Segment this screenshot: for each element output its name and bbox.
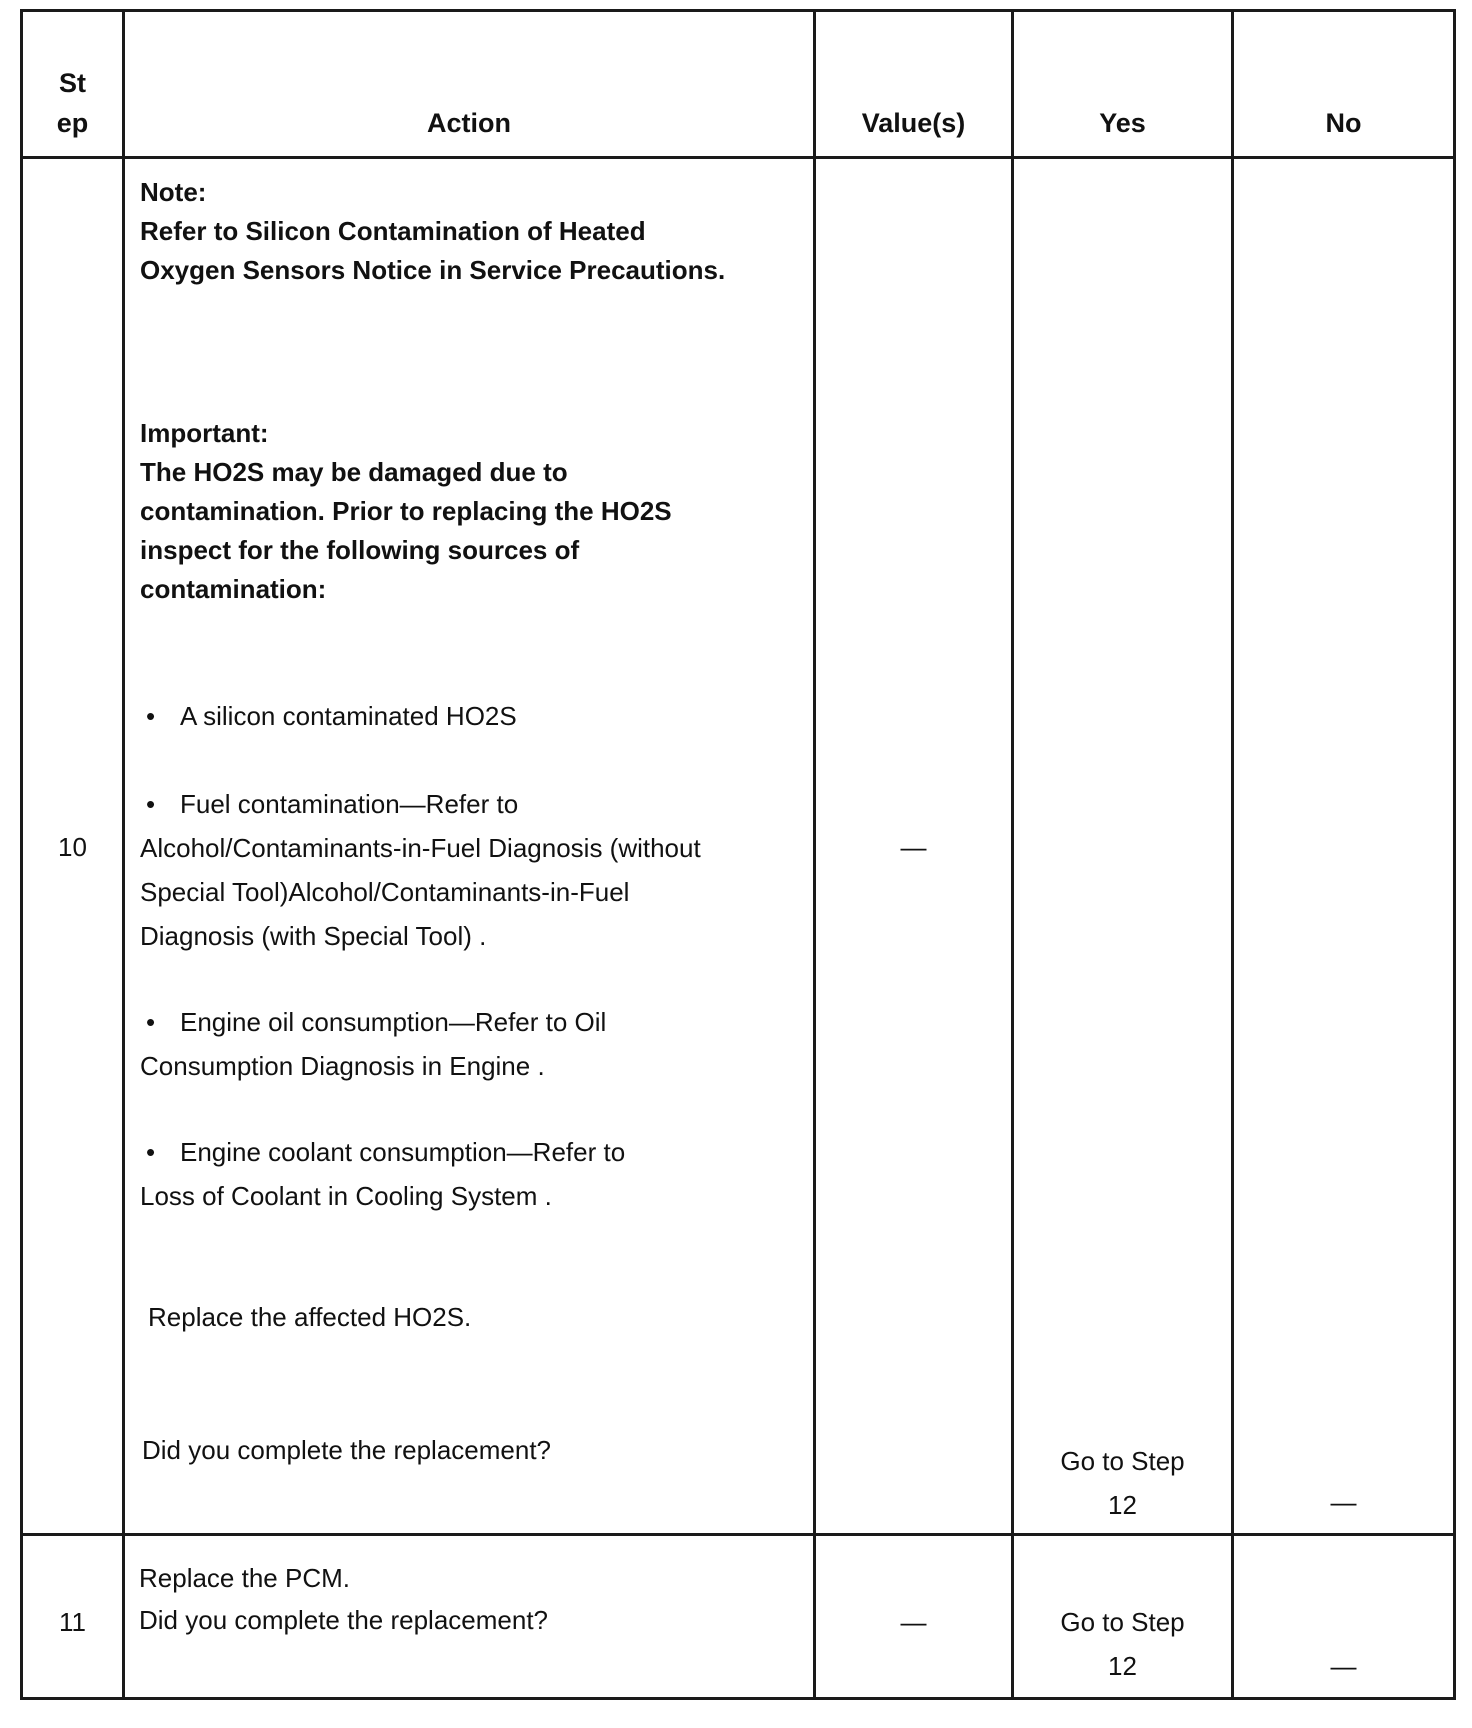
action-text: Replace the PCM. <box>139 1563 350 1593</box>
list-item <box>140 1000 800 1088</box>
col-divider-yes <box>1231 9 1234 1700</box>
yes-go-to-step: Go to Step <box>1060 1607 1185 1637</box>
list-item-text: Special Tool)Alcohol/Contaminants-in-Fuel <box>140 877 630 907</box>
step-number: 11 <box>59 1607 86 1637</box>
important-text: contamination. Prior to replacing the HO2S <box>140 496 672 526</box>
list-item-text: Consumption Diagnosis in Engine . <box>140 1051 545 1081</box>
note-title: Note: <box>140 177 207 207</box>
list-item-text: • Engine oil consumption—Refer to Oil <box>140 1000 800 1044</box>
header-no: No <box>1325 108 1362 138</box>
action-text: Did you complete the replacement? <box>139 1605 549 1635</box>
list-item: • A silicon contaminated HO2S <box>140 697 800 736</box>
list-item <box>140 782 800 958</box>
important-title: Important: <box>140 418 269 448</box>
col-divider-step <box>122 9 125 1700</box>
important-text: contamination: <box>140 574 327 604</box>
step-number: 10 <box>58 832 87 862</box>
list-item-text: • Engine coolant consumption—Refer to <box>140 1130 800 1174</box>
value-cell: — <box>900 1607 927 1637</box>
yes-go-to-step: Go to Step <box>1060 1446 1185 1476</box>
header-divider <box>20 156 1456 159</box>
no-cell: — <box>1330 1651 1357 1681</box>
important-text: inspect for the following sources of <box>140 535 580 565</box>
bullet-list <box>140 697 800 1218</box>
action-cell <box>139 1557 799 1641</box>
note-text: Oxygen Sensors Notice in Service Precautions. <box>140 255 726 285</box>
important-block <box>140 414 800 609</box>
important-text: The HO2S may be damaged due to <box>140 457 568 487</box>
value-cell: — <box>900 832 927 862</box>
yes-step-number: 12 <box>1108 1490 1137 1520</box>
action-cell <box>140 173 800 1470</box>
note-text: Refer to Silicon Contamination of Heated <box>140 216 646 246</box>
row-divider <box>20 1533 1456 1536</box>
replace-instruction: Replace the affected HO2S. <box>148 1302 472 1332</box>
yes-cell <box>1014 1600 1231 1688</box>
list-item-text: Loss of Coolant in Cooling System . <box>140 1181 552 1211</box>
list-item-text: Diagnosis (with Special Tool) . <box>140 921 487 951</box>
header-step-line2: ep <box>56 108 89 138</box>
header-yes: Yes <box>1099 108 1146 138</box>
list-item <box>140 1130 800 1218</box>
header-step-line1: St <box>59 68 86 98</box>
question-text: Did you complete the replacement? <box>142 1435 552 1465</box>
table-border-right <box>1453 9 1456 1700</box>
header-step <box>23 63 122 143</box>
header-action: Action <box>427 108 511 138</box>
table-border-bottom <box>20 1697 1456 1700</box>
list-item-text: Alcohol/Contaminants-in-Fuel Diagnosis (without <box>140 833 701 863</box>
header-values: Value(s) <box>861 108 966 138</box>
list-item-text: • Fuel contamination—Refer to <box>140 782 800 826</box>
no-cell: — <box>1330 1487 1357 1517</box>
yes-step-number: 12 <box>1108 1651 1137 1681</box>
note-block <box>140 173 800 290</box>
table-border-top <box>20 9 1456 12</box>
yes-cell <box>1014 1439 1231 1527</box>
